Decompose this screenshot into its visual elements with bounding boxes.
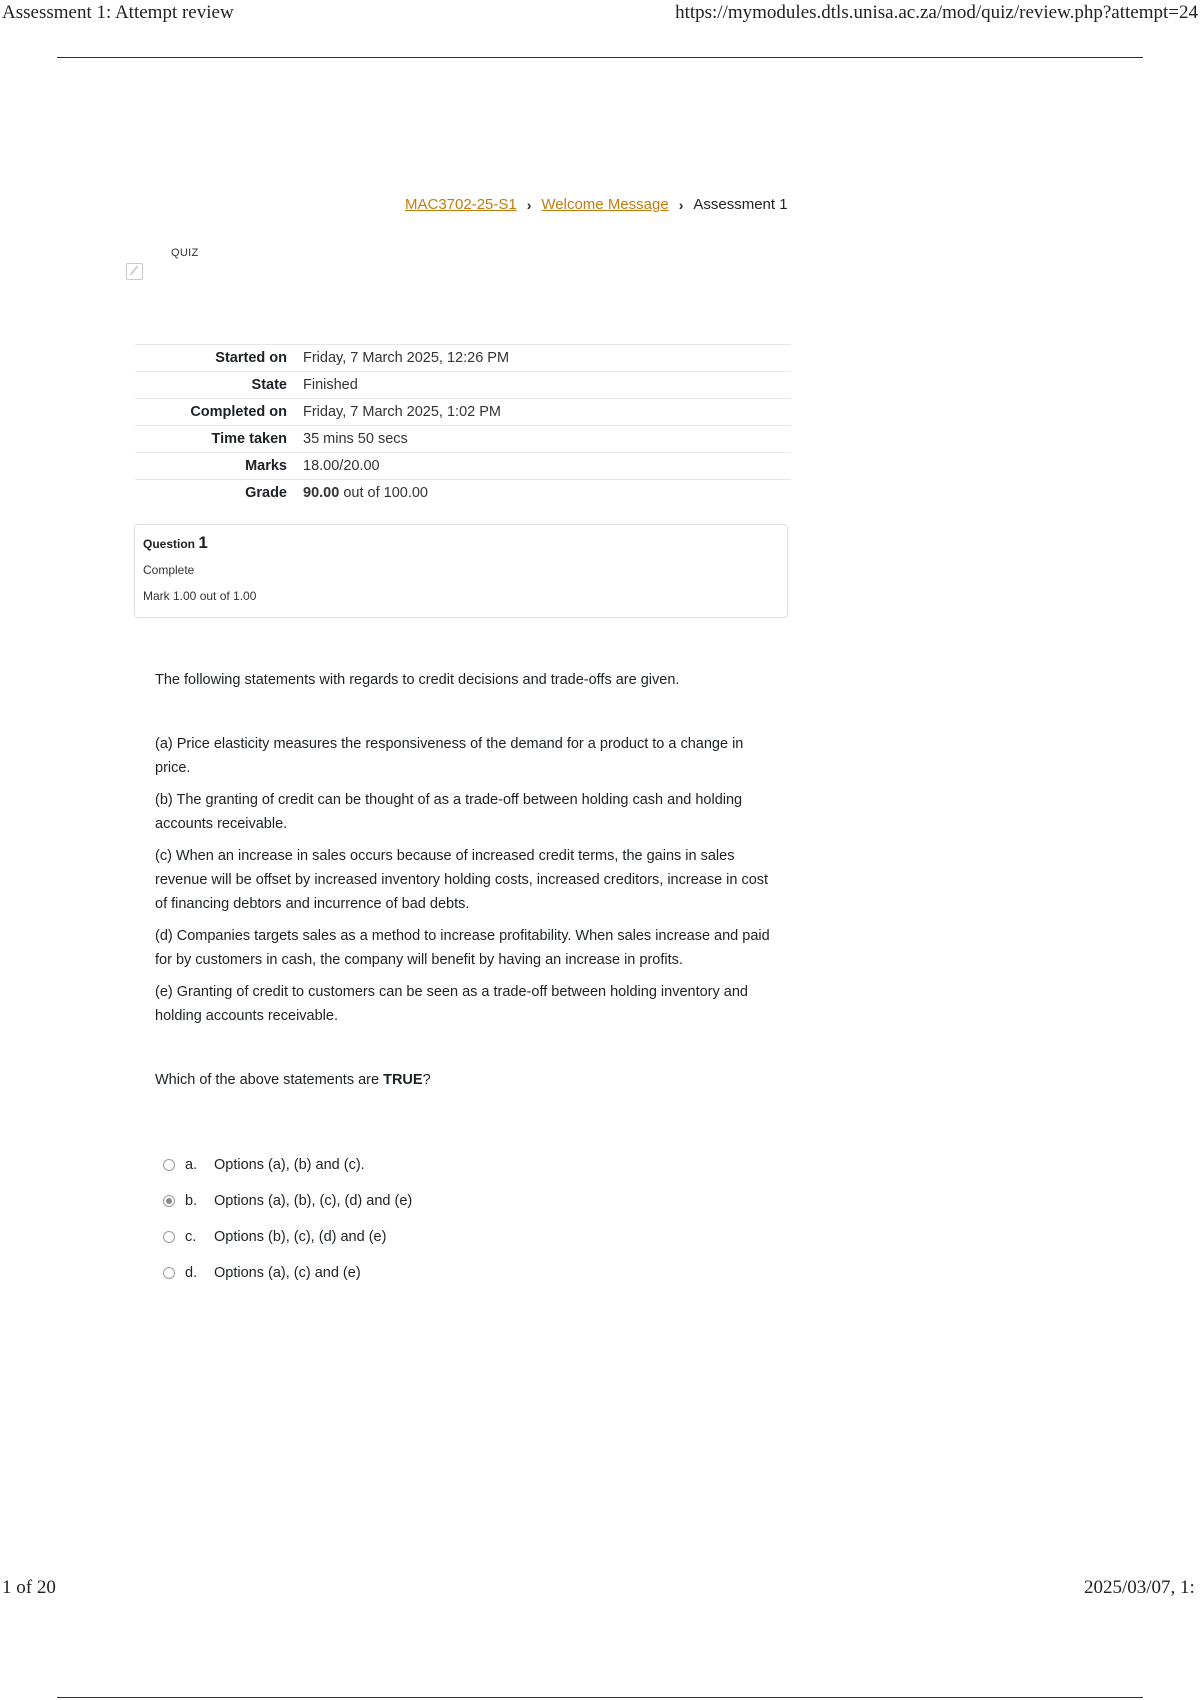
breadcrumb-separator-icon: › <box>526 196 532 213</box>
header-divider <box>57 57 1143 58</box>
question-state: Complete <box>143 563 195 577</box>
question-intro: The following statements with regards to credit decisions and trade-offs are given. <box>155 672 680 688</box>
question-info-box <box>134 524 788 618</box>
prompt-text: Which of the above statements are <box>155 1072 384 1088</box>
question-label: Question <box>143 537 196 551</box>
summary-label: Time taken <box>211 431 287 447</box>
summary-label: Started on <box>215 350 287 366</box>
attempt-summary-table <box>135 344 791 507</box>
breadcrumb-separator-icon: › <box>678 196 684 213</box>
summary-value: Friday, 7 March 2025, 1:02 PM <box>303 404 501 420</box>
prompt-emphasis: TRUE <box>383 1072 423 1088</box>
summary-label: Completed on <box>190 404 287 420</box>
question-number <box>143 533 779 553</box>
summary-value: Friday, 7 March 2025, 12:26 PM <box>303 350 510 366</box>
answer-letter: c. <box>185 1229 197 1245</box>
print-footer-date: 2025/03/07, 1: <box>1084 1577 1195 1598</box>
answer-option-d[interactable] <box>163 1255 412 1291</box>
print-header-url: https://mymodules.dtls.unisa.ac.za/mod/quiz/review.php?attempt=24 <box>675 2 1198 23</box>
radio-button-selected[interactable] <box>163 1195 175 1207</box>
quiz-icon <box>126 263 143 280</box>
statement-item: (b) The granting of credit can be thought of as a trade-off between holding cash and holding accounts receivable. <box>155 792 743 832</box>
answer-option-c[interactable] <box>163 1219 412 1255</box>
statement-item: (c) When an increase in sales occurs because of increased credit terms, the gains in sales revenue will be offset by increased inventory holding costs, increased creditors, increase in cost of financing debtors and incurrence of bad debts. <box>155 848 769 912</box>
answer-options <box>163 1147 412 1291</box>
summary-row-started <box>135 345 791 372</box>
print-footer-page: 1 of 20 <box>2 1577 56 1598</box>
print-header-title: Assessment 1: Attempt review <box>2 2 234 23</box>
answer-letter: d. <box>185 1265 198 1281</box>
summary-row-time-taken <box>135 426 791 453</box>
breadcrumb-link-section[interactable]: Welcome Message <box>541 196 669 213</box>
grade-suffix: out of 100.00 <box>339 485 428 502</box>
answer-text: Options (a), (b), (c), (d) and (e) <box>214 1193 413 1209</box>
radio-button[interactable] <box>163 1267 175 1279</box>
summary-label: State <box>251 377 287 393</box>
radio-button[interactable] <box>163 1159 175 1171</box>
summary-value <box>301 480 791 507</box>
question-text <box>155 668 773 1092</box>
breadcrumb-current: Assessment 1 <box>693 196 788 213</box>
summary-row-completed <box>135 399 791 426</box>
prompt-end: ? <box>422 1072 431 1088</box>
question-number-value: 1 <box>198 533 208 552</box>
breadcrumb <box>405 196 788 213</box>
summary-row-marks <box>135 453 791 480</box>
answer-option-b[interactable] <box>163 1183 412 1219</box>
radio-button[interactable] <box>163 1231 175 1243</box>
summary-value: 18.00/20.00 <box>303 458 380 474</box>
activity-type-label: QUIZ <box>171 247 199 259</box>
summary-row-state <box>135 372 791 399</box>
statement-item: (e) Granting of credit to customers can be seen as a trade-off between holding inventory and holding accounts receivable. <box>155 984 748 1024</box>
answer-letter: b. <box>185 1193 198 1209</box>
question-grade: Mark 1.00 out of 1.00 <box>143 589 257 603</box>
statement-item: (d) Companies targets sales as a method to increase profitability. When sales increase and paid for by customers in cash, the company will benefit by having an increase in profits. <box>155 928 770 968</box>
answer-text: Options (b), (c), (d) and (e) <box>214 1229 387 1245</box>
summary-value: Finished <box>303 377 358 393</box>
summary-label: Grade <box>245 485 287 502</box>
answer-letter: a. <box>185 1157 198 1173</box>
answer-text: Options (a), (c) and (e) <box>214 1265 361 1281</box>
grade-value: 90.00 <box>303 485 340 502</box>
question-prompt <box>155 1068 773 1092</box>
answer-option-a[interactable] <box>163 1147 412 1183</box>
breadcrumb-link-course[interactable]: MAC3702-25-S1 <box>405 196 517 213</box>
footer-divider <box>57 1697 1143 1698</box>
summary-value: 35 mins 50 secs <box>303 431 408 447</box>
summary-row-grade <box>135 480 791 507</box>
summary-label: Marks <box>245 458 287 474</box>
statement-item: (a) Price elasticity measures the responsiveness of the demand for a product to a change in price. <box>155 736 744 776</box>
answer-text: Options (a), (b) and (c). <box>214 1157 365 1173</box>
